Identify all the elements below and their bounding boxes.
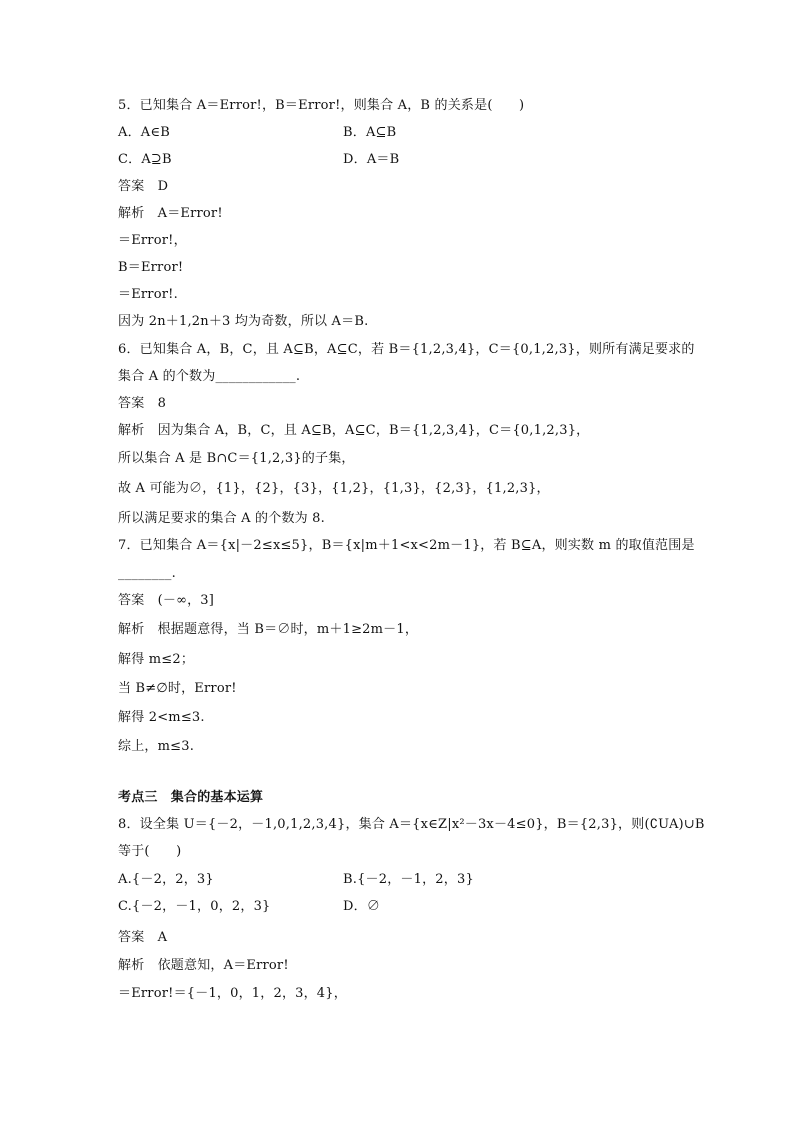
q5-option-d: D．A＝B [343,152,400,167]
q5-analysis-1: 解析 A＝Error! [118,206,223,221]
q7-analysis-1: 解析 根据题意得，当 B＝∅时，m＋1≥2m－1， [118,622,419,637]
q5-stem: 5．已知集合 A＝Error!，B＝Error!，则集合 A，B 的关系是( ) [118,98,525,113]
q5-analysis-2: ＝Error!， [118,233,187,248]
q5-option-b: B．A⊆B [343,125,397,140]
q8-option-d: D．∅ [343,899,381,914]
q6-stem-1: 6．已知集合 A，B，C，且 A⊆B，A⊆C，若 B＝{1,2,3,4}，C＝{0,1,2,3}，则所有满足要求的 [118,342,695,357]
q7-analysis-4: 解得 2<m≤3. [118,710,205,725]
q6-stem-2: 集合 A 的个数为____________. [118,369,301,384]
q5-analysis-5: 因为 2n＋1,2n＋3 均为奇数，所以 A＝B. [118,314,369,329]
q8-option-c: C.{－2，－1，0，2，3} [118,899,271,914]
q7-analysis-3: 当 B≠∅时，Error! [118,681,237,696]
q6-analysis-1: 解析 因为集合 A，B，C，且 A⊆B，A⊆C，B＝{1,2,3,4}，C＝{0,1,2,3}， [118,423,590,438]
q7-stem-1: 7．已知集合 A＝{x|－2≤x≤5}，B＝{x|m＋1<x<2m－1}，若 B⊆A，则实数 m 的取值范围是 [118,538,695,553]
q6-analysis-3: 故 A 可能为∅，{1}，{2}，{3}，{1,2}，{1,3}，{2,3}，{1,2,3}， [118,481,550,496]
q7-answer: 答案 (－∞，3] [118,593,215,608]
section-heading: 考点三 集合的基本运算 [118,790,264,805]
q5-answer: 答案 D [118,179,169,194]
q6-analysis-2: 所以集合 A 是 B∩C＝{1,2,3}的子集， [118,451,355,466]
q8-answer: 答案 A [118,930,168,945]
q7-analysis-5: 综上，m≤3. [118,739,195,754]
q8-analysis-2: ＝Error!＝{－1，0，1，2，3，4}， [118,986,347,1001]
q8-option-b: B.{－2，－1，2，3} [343,872,474,887]
q6-analysis-4: 所以满足要求的集合 A 的个数为 8. [118,511,325,526]
q8-analysis-1: 解析 依题意知，A＝Error! [118,958,289,973]
q8-stem-2: 等于( ) [118,844,182,859]
q8-stem-1: 8．设全集 U＝{－2，－1,0,1,2,3,4}，集合 A＝{x∈Z|x²－3x－4≤0}，B＝{2,3}，则(∁UA)∪B [118,817,705,832]
q6-answer: 答案 8 [118,396,167,411]
q5-option-c: C．A⊇B [118,152,172,167]
q5-analysis-3: B＝Error! [118,260,184,275]
q7-analysis-2: 解得 m≤2； [118,652,195,667]
q5-option-a: A．A∈B [118,125,170,140]
q5-analysis-4: ＝Error!. [118,287,178,302]
q7-stem-2: ________. [118,566,176,581]
q8-option-a: A.{－2，2，3} [118,872,214,887]
